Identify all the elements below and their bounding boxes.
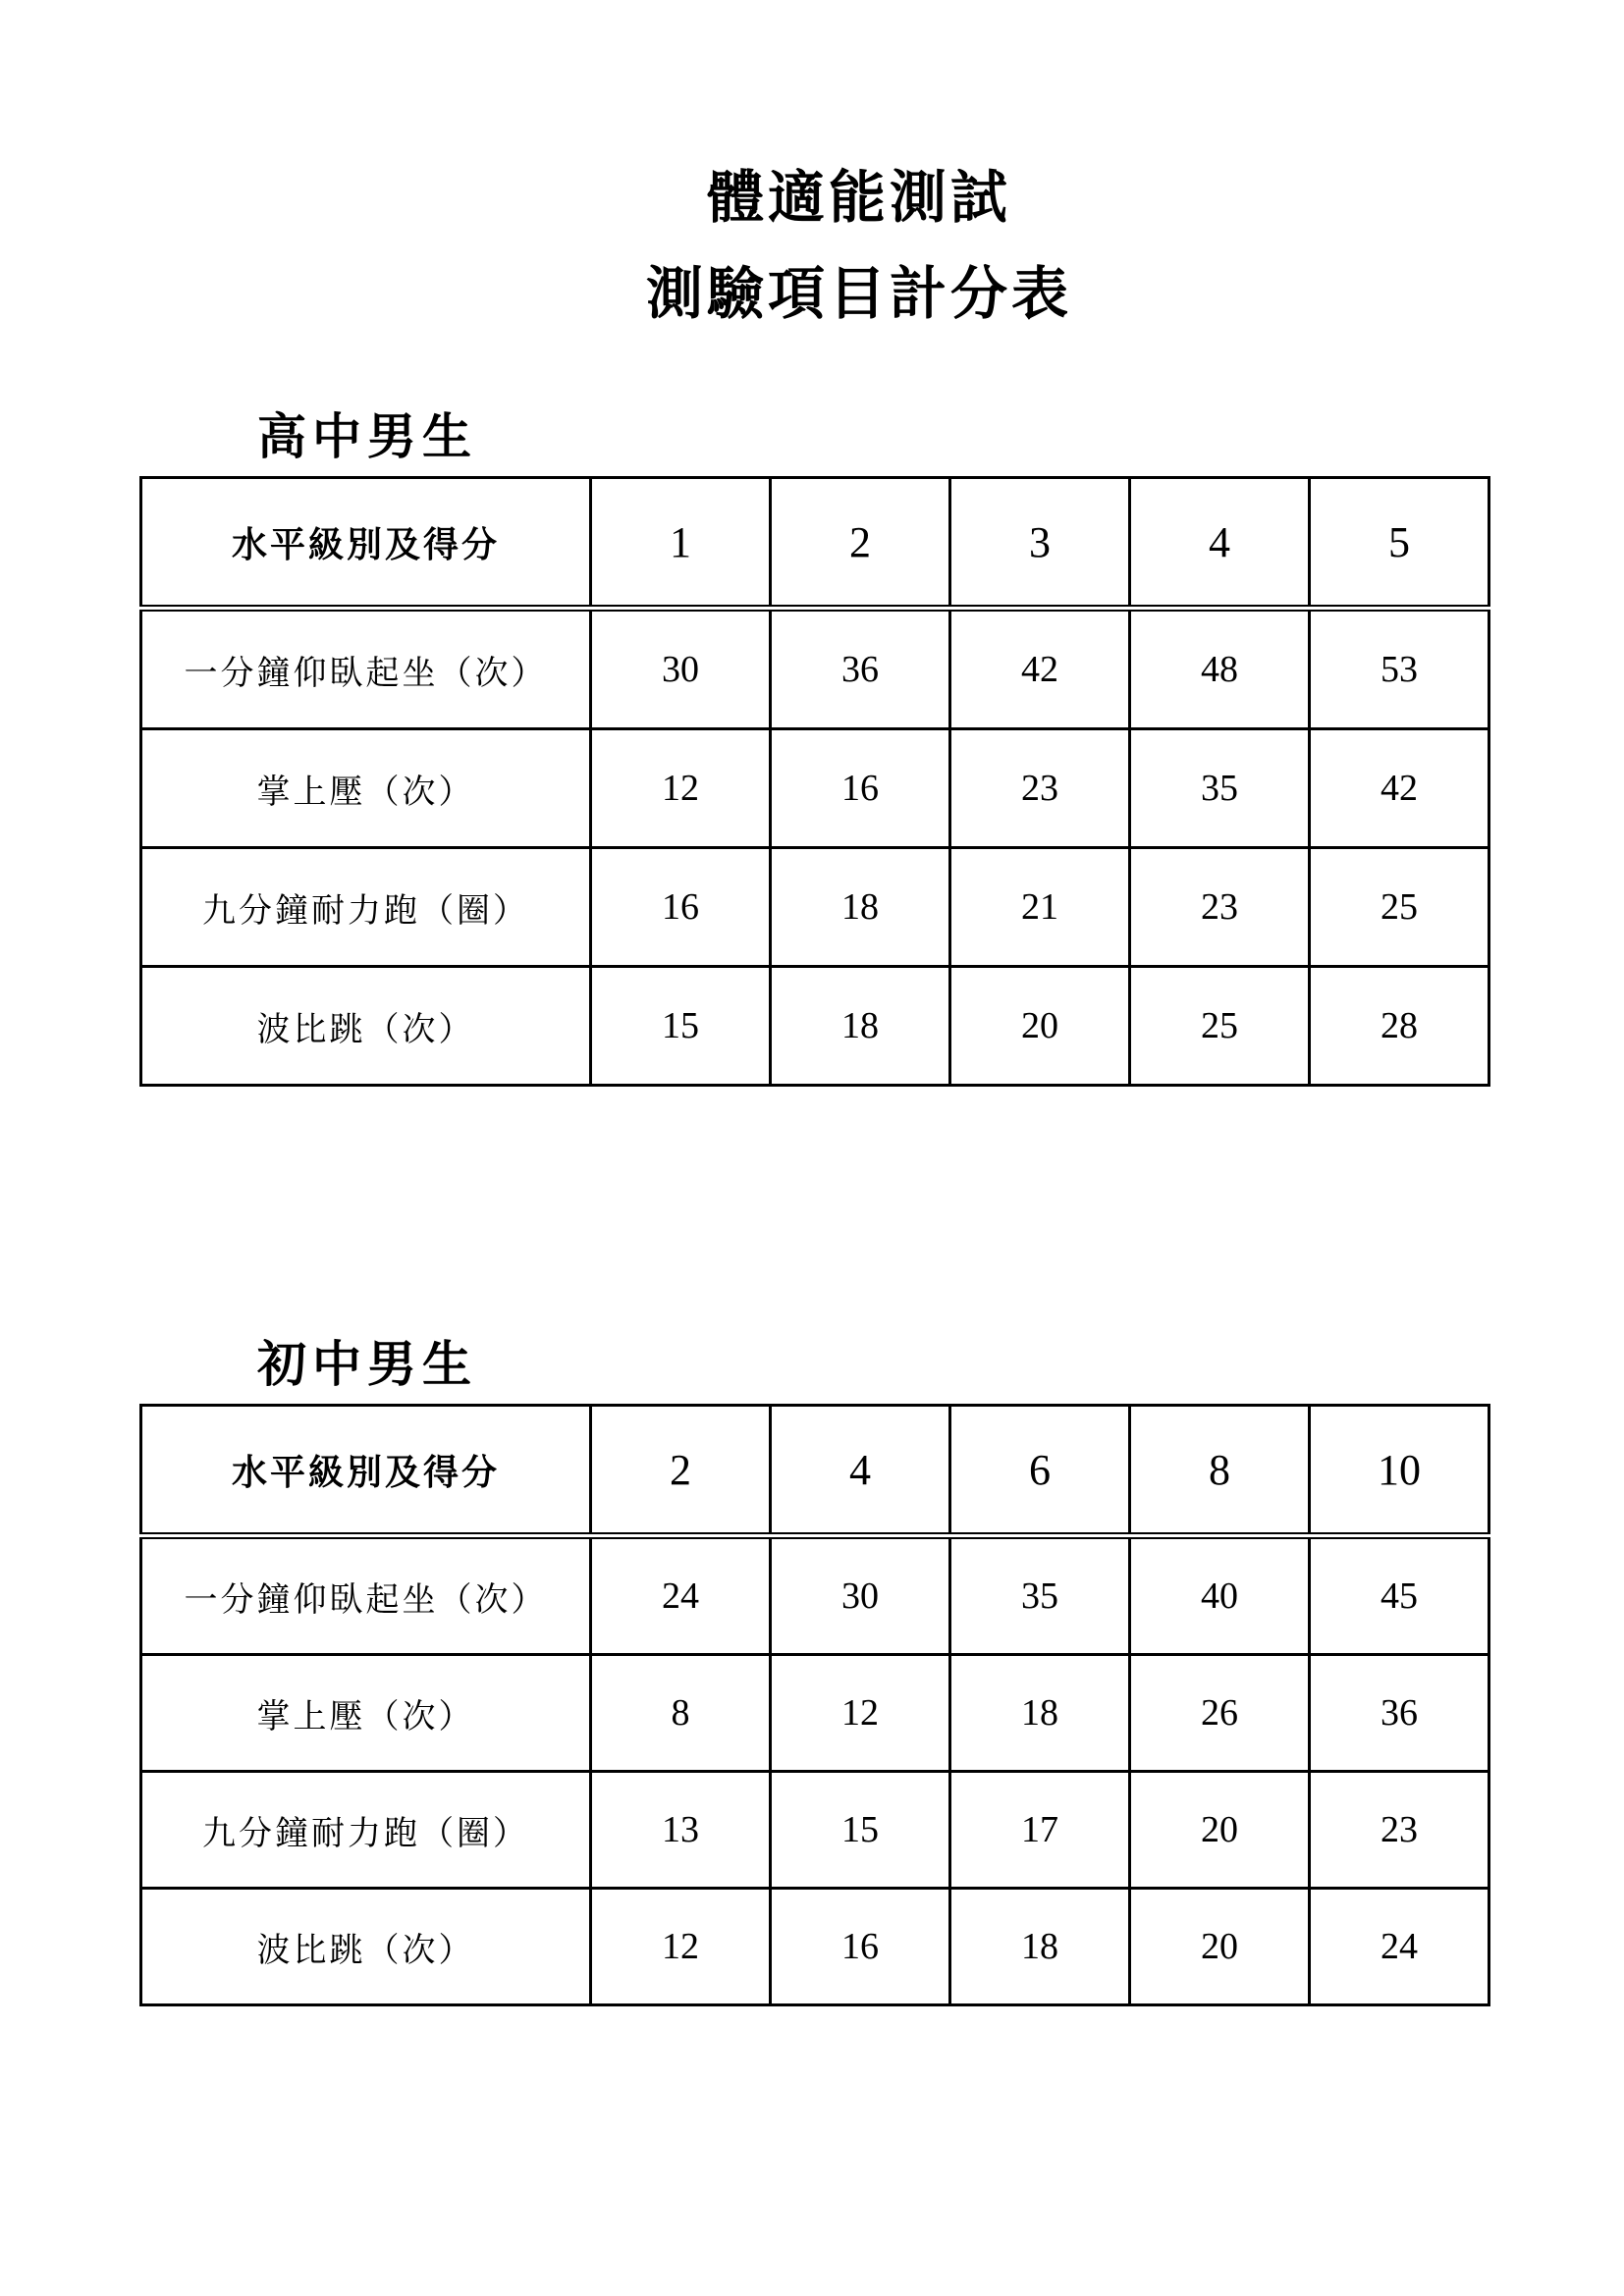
score-cell: 36 — [771, 609, 950, 729]
row-label-cell: 掌上壓（次） — [141, 1655, 591, 1772]
score-cell: 12 — [591, 729, 771, 848]
score-cell: 23 — [1310, 1772, 1489, 1889]
header-label-cell: 水平級別及得分 — [141, 1406, 591, 1536]
score-cell: 26 — [1130, 1655, 1310, 1772]
score-table-junior — [139, 1404, 1490, 2006]
score-cell: 24 — [591, 1536, 771, 1655]
row-label-cell: 一分鐘仰臥起坐（次） — [141, 609, 591, 729]
score-cell: 18 — [771, 967, 950, 1086]
score-cell: 30 — [771, 1536, 950, 1655]
score-cell: 18 — [950, 1655, 1130, 1772]
row-label-cell: 波比跳（次） — [141, 967, 591, 1086]
score-cell: 13 — [591, 1772, 771, 1889]
level-header-cell: 2 — [591, 1406, 771, 1536]
table-row — [141, 848, 1489, 967]
row-label-cell: 九分鐘耐力跑（圈） — [141, 1772, 591, 1889]
score-cell: 21 — [950, 848, 1130, 967]
table-row — [141, 1889, 1489, 2005]
score-cell: 42 — [1310, 729, 1489, 848]
score-cell: 20 — [1130, 1889, 1310, 2005]
score-cell: 18 — [950, 1889, 1130, 2005]
score-cell: 12 — [591, 1889, 771, 2005]
score-cell: 15 — [591, 967, 771, 1086]
level-header-cell: 5 — [1310, 478, 1489, 609]
row-label-cell: 波比跳（次） — [141, 1889, 591, 2005]
score-cell: 53 — [1310, 609, 1489, 729]
level-header-cell: 4 — [1130, 478, 1310, 609]
score-cell: 48 — [1130, 609, 1310, 729]
score-cell: 28 — [1310, 967, 1489, 1086]
score-cell: 40 — [1130, 1536, 1310, 1655]
level-header-cell: 1 — [591, 478, 771, 609]
table-row — [141, 1536, 1489, 1655]
score-cell: 25 — [1130, 967, 1310, 1086]
section-heading-senior: 高中男生 — [257, 408, 477, 465]
score-cell: 16 — [591, 848, 771, 967]
score-table-senior — [139, 476, 1490, 1087]
table-row — [141, 1655, 1489, 1772]
document-title: 體適能測試 — [706, 164, 1011, 231]
score-cell: 16 — [771, 1889, 950, 2005]
level-header-cell: 2 — [771, 478, 950, 609]
table-row — [141, 609, 1489, 729]
score-cell: 16 — [771, 729, 950, 848]
score-cell: 8 — [591, 1655, 771, 1772]
score-cell: 20 — [950, 967, 1130, 1086]
row-label-cell: 掌上壓（次） — [141, 729, 591, 848]
table-header-row — [141, 478, 1489, 609]
level-header-cell: 4 — [771, 1406, 950, 1536]
score-cell: 42 — [950, 609, 1130, 729]
document-subtitle: 測驗項目計分表 — [645, 260, 1072, 327]
level-header-cell: 8 — [1130, 1406, 1310, 1536]
row-label-cell: 一分鐘仰臥起坐（次） — [141, 1536, 591, 1655]
header-label-cell: 水平級別及得分 — [141, 478, 591, 609]
score-cell: 35 — [1130, 729, 1310, 848]
score-cell: 25 — [1310, 848, 1489, 967]
level-header-cell: 6 — [950, 1406, 1130, 1536]
row-label-cell: 九分鐘耐力跑（圈） — [141, 848, 591, 967]
table-header-row — [141, 1406, 1489, 1536]
score-cell: 45 — [1310, 1536, 1489, 1655]
score-cell: 36 — [1310, 1655, 1489, 1772]
score-cell: 18 — [771, 848, 950, 967]
level-header-cell: 10 — [1310, 1406, 1489, 1536]
level-header-cell: 3 — [950, 478, 1130, 609]
score-cell: 17 — [950, 1772, 1130, 1889]
score-cell: 23 — [950, 729, 1130, 848]
score-cell: 15 — [771, 1772, 950, 1889]
table-row — [141, 729, 1489, 848]
section-heading-junior: 初中男生 — [257, 1336, 477, 1393]
table-row — [141, 967, 1489, 1086]
score-cell: 20 — [1130, 1772, 1310, 1889]
score-cell: 23 — [1130, 848, 1310, 967]
score-cell: 24 — [1310, 1889, 1489, 2005]
score-cell: 35 — [950, 1536, 1130, 1655]
table-row — [141, 1772, 1489, 1889]
score-cell: 30 — [591, 609, 771, 729]
score-cell: 12 — [771, 1655, 950, 1772]
